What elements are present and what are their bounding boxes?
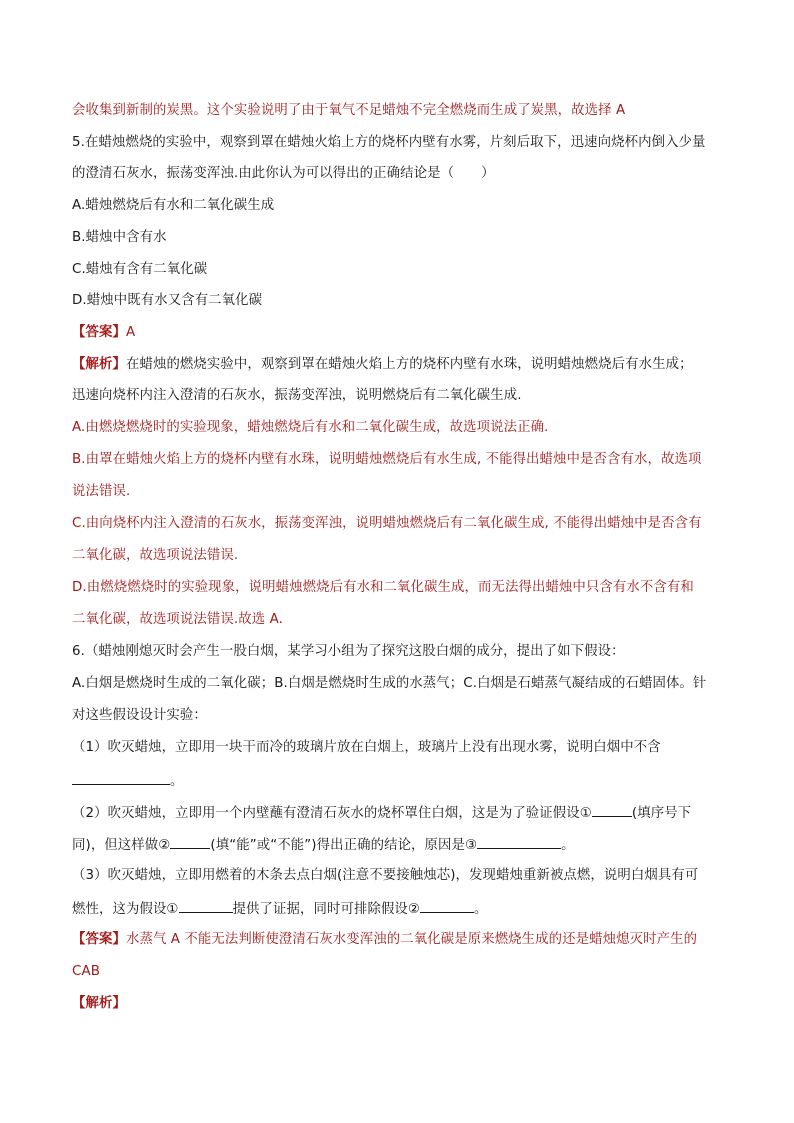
answer-value-cont: CAB xyxy=(72,964,100,979)
analysis-b: B.由罩在蜡烛火焰上方的烧杯内壁有水珠，说明蜡烛燃烧后有水生成, 不能得出蜡烛中是否含有水，故选项 xyxy=(72,452,702,467)
analysis-tag: 【解析】 xyxy=(72,357,126,372)
text-line: 会收集到新制的炭黑。这个实验说明了由于氧气不足蜡烛不完全燃烧而生成了炭黑，故选择 A xyxy=(72,103,626,118)
option-a: A.蜡烛燃烧后有水和二氧化碳生成 xyxy=(72,198,275,213)
question-6-hypotheses: A.白烟是燃烧时生成的二氧化碳；B.白烟是燃烧时生成的水蒸气；C.白烟是石蜡蒸气凝结成的石蜡固体。针 xyxy=(72,676,707,691)
analysis-line xyxy=(72,355,732,375)
question-6-part-1: （1）吹灭蜡烛，立即用一块干而冷的玻璃片放在白烟上，玻璃片上没有出现水雾，说明白烟中不含 xyxy=(72,740,661,755)
answer-tag: 【答案】 xyxy=(72,932,126,947)
answer-blank[interactable] xyxy=(72,770,170,785)
question-6-part-3-cont: 燃性，这为假设① 提供了证据，同时可排除假设② 。 xyxy=(72,898,732,920)
question-6-part-2: （2）吹灭蜡烛，立即用一个内壁蘸有澄清石灰水的烧杯罩住白烟，这是为了验证假设① (填序号下 xyxy=(72,802,732,824)
question-6-part-3: （3）吹灭蜡烛，立即用燃着的木条去点白烟(注意不要接触烛芯)，发现蜡烛重新被点燃，说明白烟具有可 xyxy=(72,868,699,883)
question-6-hypotheses-cont: 对这些假设设计实验： xyxy=(72,708,207,723)
question-5-stem-cont: 的澄清石灰水，振荡变浑浊.由此你认为可以得出的正确结论是（ ） xyxy=(72,166,495,181)
analysis-a: A.由燃烧燃烧时的实验现象，蜡烛燃烧后有水和二氧化碳生成，故选项说法正确. xyxy=(72,420,549,435)
answer-line xyxy=(72,323,732,343)
answer-value: A xyxy=(125,325,136,340)
answer-blank[interactable] xyxy=(477,834,561,849)
question-6-part-2-cont: 同)，但这样做② (填“能”或“不能”)得出正确的结论，原因是③ 。 xyxy=(72,834,732,856)
analysis-d: D.由燃烧燃烧时的实验现象，说明蜡烛燃烧后有水和二氧化碳生成，而无法得出蜡烛中只含有水不含有和 xyxy=(72,580,694,595)
analysis-text: 在蜡烛的燃烧实验中，观察到罩在蜡烛火焰上方的烧杯内壁有水珠，说明蜡烛燃烧后有水生成； xyxy=(125,357,693,372)
analysis-d-cont: 二氧化碳，故选项说法错误.故选 A. xyxy=(72,612,283,627)
analysis-line-6 xyxy=(72,994,732,1014)
analysis-c: C.由向烧杯内注入澄清的石灰水，振荡变浑浊，说明蜡烛燃烧后有二氧化碳生成, 不能得出蜡烛中是否含有 xyxy=(72,516,702,531)
analysis-text-cont: 迅速向烧杯内注入澄清的石灰水，振荡变浑浊，说明燃烧后有二氧化碳生成. xyxy=(72,388,522,403)
option-c: C.蜡烛有含有二氧化碳 xyxy=(72,262,208,277)
answer-blank[interactable] xyxy=(179,898,233,913)
answer-value: 水蒸气 A 不能无法判断使澄清石灰水变浑浊的二氧化碳是原来燃烧生成的还是蜡烛熄灭时产生的 xyxy=(125,932,698,947)
question-6-part-1-blank: 。 xyxy=(72,770,732,792)
question-6-stem: 6.（蜡烛刚熄灭时会产生一股白烟，某学习小组为了探究这股白烟的成分，提出了如下假设： xyxy=(72,644,625,659)
answer-line-6 xyxy=(72,930,732,950)
analysis-tag: 【解析】 xyxy=(72,996,126,1011)
option-d: D.蜡烛中既有水又含有二氧化碳 xyxy=(72,293,263,308)
option-b: B.蜡烛中含有水 xyxy=(72,230,167,245)
answer-blank[interactable] xyxy=(170,834,210,849)
answer-blank[interactable] xyxy=(592,802,632,817)
answer-blank[interactable] xyxy=(420,898,474,913)
answer-tag: 【答案】 xyxy=(72,325,126,340)
analysis-b-cont: 说法错误. xyxy=(72,484,131,499)
question-5-stem: 5.在蜡烛燃烧的实验中，观察到罩在蜡烛火焰上方的烧杯内壁有水雾，片刻后取下，迅速向烧杯内倒入少量 xyxy=(72,135,706,150)
analysis-c-cont: 二氧化碳，故选项说法错误. xyxy=(72,548,239,563)
